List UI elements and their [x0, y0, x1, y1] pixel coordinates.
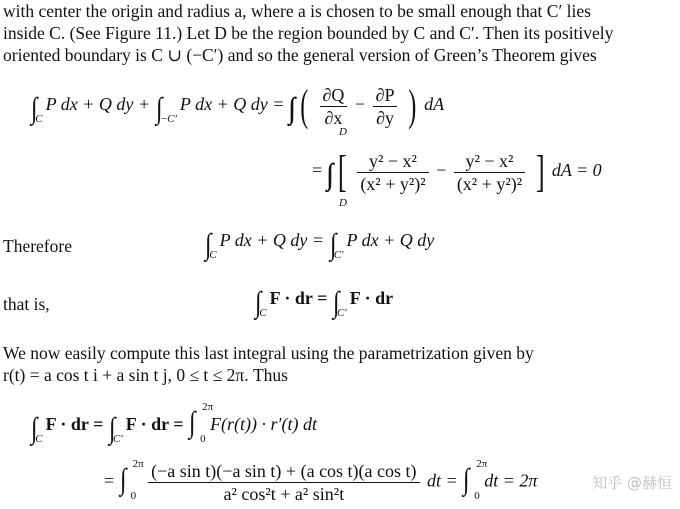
lower-limit: 0 — [200, 433, 206, 445]
paragraph-mid-line-2: r(t) = a cos t i + a sin t j, 0 ≤ t ≤ 2π. Thus — [3, 365, 288, 385]
left-bracket: [ — [338, 147, 347, 196]
fraction-denominator: (x² + y²)² — [456, 173, 523, 194]
integral-sign: ∫ — [332, 286, 340, 319]
fraction-second — [454, 152, 525, 193]
fraction-first — [357, 152, 428, 193]
therefore-label: Therefore — [3, 236, 72, 256]
differential: dt = — [427, 470, 458, 491]
fraction-numerator: ∂Q — [320, 86, 348, 107]
integral-subscript: C′ — [333, 249, 344, 261]
line-integral-vector: F · dr — [349, 288, 394, 308]
integral-subscript: C — [259, 307, 267, 319]
zhihu-watermark: 知乎 @赫恒 — [592, 474, 672, 492]
paragraph-top-line-3: oriented boundary is C ∪ (−C′) and so the general version of Green’s Theorem gives — [3, 45, 597, 65]
paragraph-mid-line-1: We now easily compute this last integral using the parametrization given by — [3, 343, 534, 363]
paragraph-top-line-1: with center the origin and radius a, where a is chosen to be small enough that C′ lies — [3, 1, 591, 21]
integral-sign: ∫ — [108, 412, 116, 446]
integral-subscript: C — [35, 113, 43, 126]
integral-sign: ∫ — [204, 228, 212, 261]
partial-fraction-p — [373, 86, 398, 127]
integral-sign: ∫ — [30, 412, 38, 446]
equation-region-integral — [312, 147, 602, 196]
integral-sign: ∫ — [30, 92, 38, 126]
partial-fraction-q — [320, 86, 348, 127]
fraction-numerator: (−a sin t)(−a sin t) + (a cos t)(a cos t) — [148, 462, 419, 483]
integrand: P dx + Q dy + — [45, 94, 151, 115]
fraction-numerator: ∂P — [373, 86, 398, 107]
integrand: P dx + Q dy = — [179, 94, 285, 115]
equation-parametrized-integral — [30, 401, 317, 446]
integral-subscript: −C′ — [159, 113, 177, 126]
integral-subscript: C′ — [113, 433, 123, 446]
upper-limit: 2π — [476, 457, 488, 470]
fraction-denominator: ∂x — [324, 107, 343, 128]
fraction-numerator: y² − x² — [357, 152, 428, 173]
that-is-label: that is, — [3, 294, 50, 314]
equation-final-result — [104, 457, 538, 504]
integral-sign: ∫ — [329, 228, 336, 261]
upper-limit: 2π — [202, 401, 214, 413]
equation-greens-theorem — [30, 81, 445, 130]
left-paren: ( — [300, 81, 309, 130]
region-subscript: D — [339, 197, 347, 209]
paragraph-top-line-2: inside C. (See Figure 11.) Let D be the region bounded by C and C′. Then its positively — [3, 23, 614, 43]
minus-sign: − — [436, 160, 447, 181]
right-bracket: ] — [535, 147, 545, 196]
right-paren: ) — [408, 81, 417, 130]
integrand: P dx + Q dy = — [219, 230, 325, 250]
definite-integral — [119, 457, 144, 502]
minus-sign: − — [354, 94, 366, 115]
upper-limit: 2π — [132, 457, 144, 470]
fraction-denominator: ∂y — [376, 107, 394, 128]
integral-subscript: C′ — [337, 307, 347, 319]
equals-sign: = — [104, 470, 115, 491]
fraction-denominator: (x² + y²)² — [360, 173, 426, 194]
equals-sign: = — [312, 160, 323, 181]
fraction-numerator: y² − x² — [454, 152, 525, 173]
line-integral-vector: F · dr = — [269, 288, 328, 308]
parametrized-integrand: F(r(t)) · r′(t) dt — [210, 414, 317, 435]
equation-that-is — [254, 288, 393, 319]
integral-subscript: C — [35, 433, 43, 446]
line-integral-vector: F · dr = — [45, 414, 104, 435]
fraction-denominator: a² cos²t + a² sin²t — [223, 484, 345, 504]
integral-sign: ∫ — [188, 406, 196, 439]
area-element: dA — [424, 94, 445, 115]
integral-sign: ∫ — [254, 286, 262, 319]
integral-subscript: C — [209, 249, 217, 261]
line-integral-vector: F · dr = — [125, 414, 184, 435]
definite-integral — [188, 401, 214, 445]
lower-limit: 0 — [130, 489, 137, 502]
integral-sign: ∫ — [155, 92, 162, 126]
area-element-result: dA = 0 — [551, 160, 602, 181]
integral-sign: ∫ — [119, 462, 127, 496]
region-subscript: D — [339, 126, 347, 138]
integral-sign: ∫ — [463, 462, 470, 496]
final-value: dt = 2π — [484, 470, 538, 491]
trig-fraction — [148, 462, 419, 503]
lower-limit: 0 — [474, 489, 480, 502]
definite-integral — [462, 457, 488, 502]
equation-therefore — [204, 230, 434, 261]
integrand: P dx + Q dy — [346, 230, 435, 250]
